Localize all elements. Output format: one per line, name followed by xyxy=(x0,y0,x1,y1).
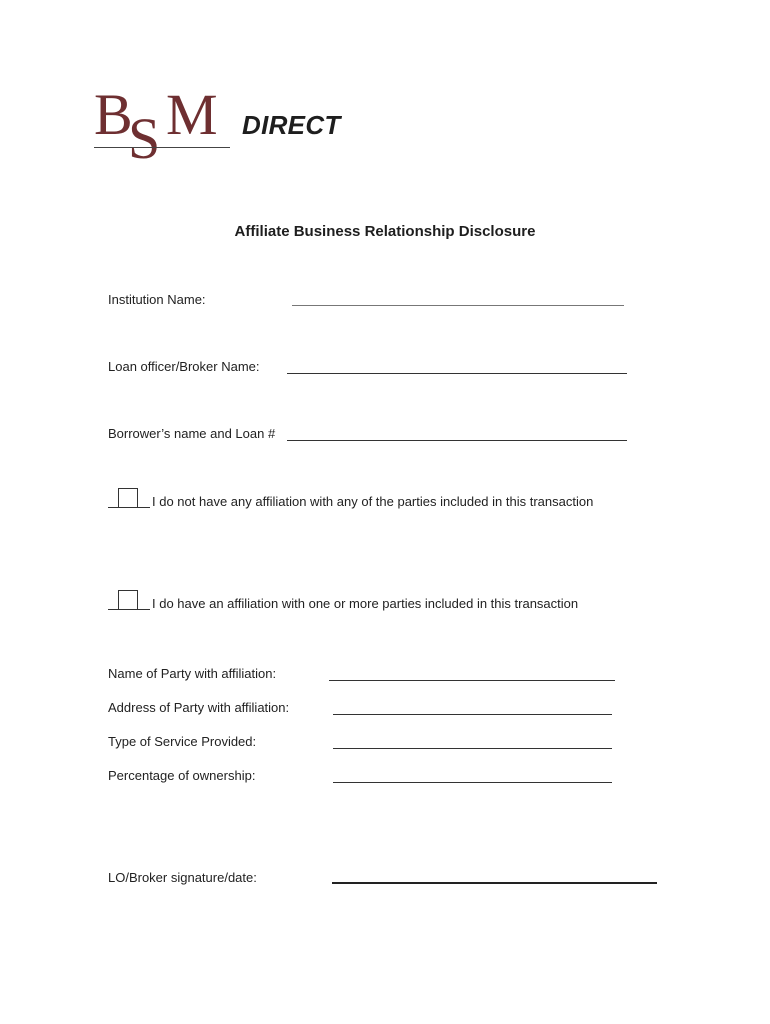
no-affiliation-checkbox[interactable] xyxy=(118,488,138,508)
ownership-percentage-field[interactable] xyxy=(333,782,612,783)
borrower-name-loan-field[interactable] xyxy=(287,440,627,441)
logo-letter-b: B xyxy=(94,82,133,147)
logo-letter-m: M xyxy=(166,82,218,147)
ownership-percentage-label: Percentage of ownership: xyxy=(108,768,256,783)
service-type-label: Type of Service Provided: xyxy=(108,734,257,749)
borrower-name-loan-label: Borrower’s name and Loan # xyxy=(108,426,276,441)
bsm-direct-logo xyxy=(94,80,344,171)
party-name-label: Name of Party with affiliation: xyxy=(108,666,277,681)
option-underline-left xyxy=(108,609,118,610)
service-type-field[interactable] xyxy=(333,748,612,749)
no-affiliation-label: I do not have any affiliation with any of the parties included in this transaction xyxy=(152,494,594,509)
institution-name-label: Institution Name: xyxy=(108,292,206,307)
logo-letter-s: S xyxy=(128,106,161,171)
option-underline-right xyxy=(138,609,150,610)
logo-underline xyxy=(94,147,230,148)
document-title: Affiliate Business Relationship Disclosure xyxy=(234,223,536,240)
loan-officer-name-label: Loan officer/Broker Name: xyxy=(108,359,260,374)
party-address-label: Address of Party with affiliation: xyxy=(108,700,290,715)
party-name-field[interactable] xyxy=(329,680,615,681)
signature-date-field[interactable] xyxy=(332,882,657,884)
option-underline-left xyxy=(108,507,118,508)
has-affiliation-label: I do have an affiliation with one or more parties included in this transaction xyxy=(152,596,579,611)
party-address-field[interactable] xyxy=(333,714,612,715)
has-affiliation-checkbox[interactable] xyxy=(118,590,138,610)
logo-wordmark: DIRECT xyxy=(242,110,341,140)
signature-date-label: LO/Broker signature/date: xyxy=(108,870,257,885)
loan-officer-name-field[interactable] xyxy=(287,373,627,374)
option-underline-right xyxy=(138,507,150,508)
institution-name-field[interactable] xyxy=(292,305,624,306)
